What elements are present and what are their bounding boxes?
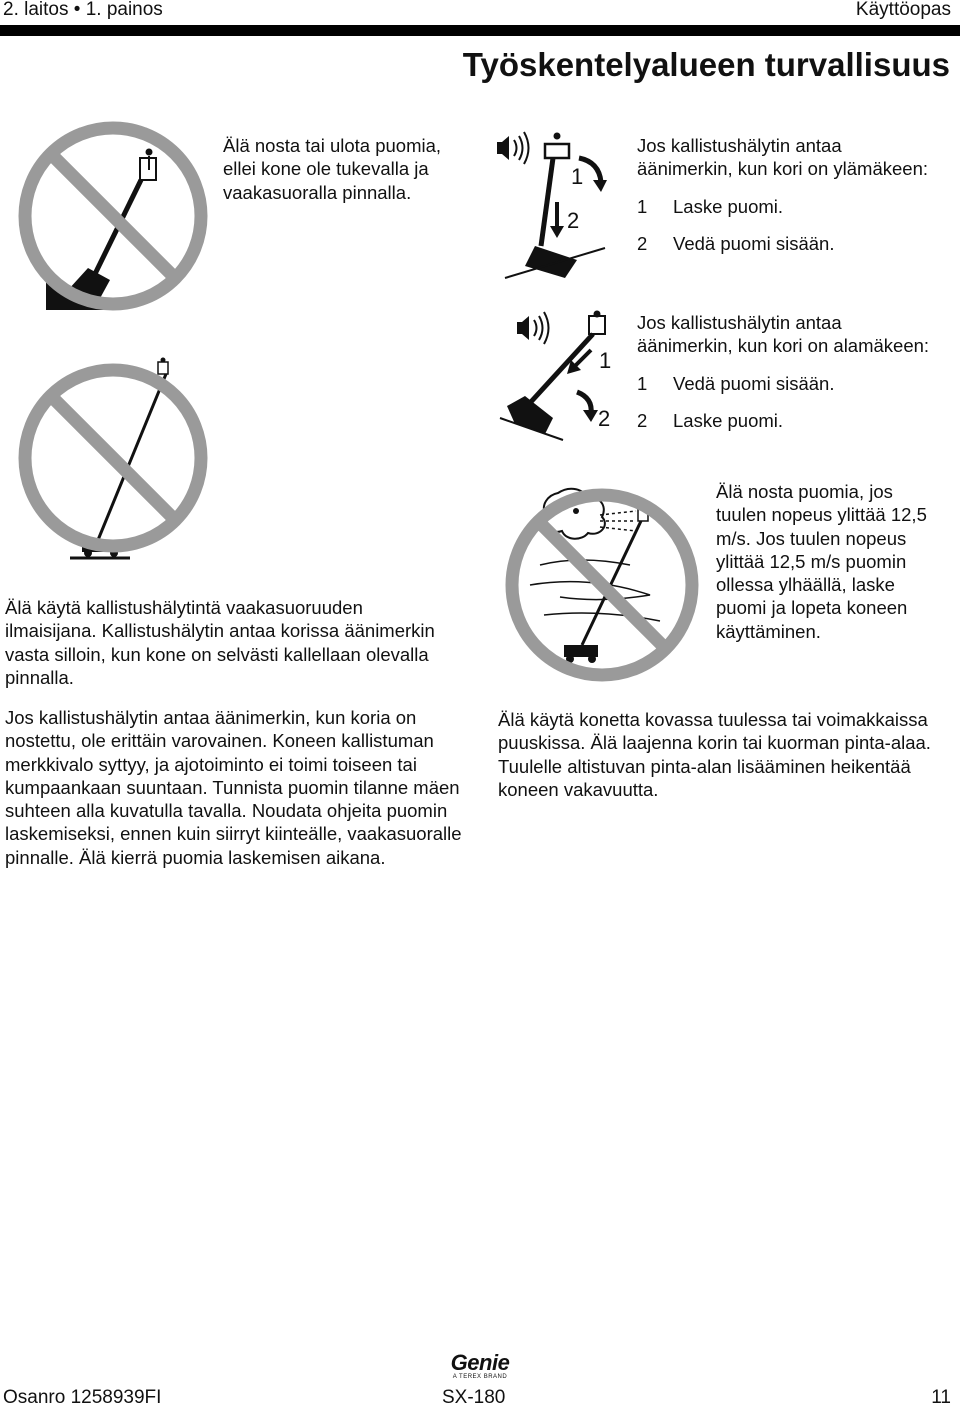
slope-prohibition-illustration — [18, 118, 218, 318]
downhill-step-1: 1 Vedä puomi sisään. — [637, 372, 835, 394]
uphill-label-2: 2 — [567, 208, 580, 233]
page-title: Työskentelyalueen turvallisuus — [462, 46, 950, 83]
wind-prohibition-illustration — [500, 485, 710, 685]
footer-model: SX-180 — [442, 1387, 506, 1408]
tilt-indicator-prohibition-illustration — [18, 360, 218, 560]
page-number: 11 — [931, 1387, 951, 1408]
wind-speed-warning: Älä nosta puomia, jos tuulen nopeus ylittää 12,5 m/s. Jos tuulen nopeus ylittää 12,5 m/s puomin ollessa ylhäällä, laske puomi ja lopeta koneen käyttäminen. — [716, 481, 927, 642]
downhill-alarm-diagram — [495, 308, 625, 448]
alarm-caution-text: Jos kallistushälytin antaa äänimerkin, kun koria on nostettu, ole erittäin varovainen. Koneen kallistuman merkkivalo syttyy, ja ajotoiminto ei toimi toiseen tai kumpaankaan suuntaan. Tunnista puomin tilanne mäen suhteen alla kuvatulla tavalla. Noudata ohjeita puomin laskemiseksi, ennen kuin siirryt kiinteälle, vaakasuoralle pinnalle. Älä kierrä puomia laskemisen aikana. — [5, 707, 462, 868]
downhill-intro: Jos kallistushälytin antaa äänimerkin, kun kori on alamäkeen: — [637, 312, 930, 357]
uphill-steps — [637, 195, 937, 255]
header-rule — [0, 25, 960, 36]
logo-wordmark: Genie — [450, 1350, 510, 1375]
downhill-steps — [637, 372, 937, 432]
footer-part-number: Osanro 1258939FI — [3, 1387, 162, 1408]
uphill-intro: Jos kallistushälytin antaa äänimerkin, kun kori on ylämäkeen: — [637, 135, 929, 180]
downhill-label-2: 2 — [598, 406, 611, 431]
logo-subtitle: A TEREX BRAND — [452, 1374, 508, 1380]
tilt-indicator-warning: Älä käytä kallistushälytintä vaakasuoruuden ilmaisijana. Kallistushälytin antaa korissa äänimerkin vasta silloin, kun kone on selvästi kallellaan olevalla pinnalla. — [5, 597, 435, 688]
uphill-alarm-diagram — [495, 128, 625, 288]
header-manual-name: Käyttöopas — [855, 0, 951, 20]
uphill-label-1: 1 — [571, 164, 584, 189]
level-surface-warning: Älä nosta tai ulota puomia, ellei kone ole tukevalla ja vaakasuoralla pinnalla. — [223, 135, 442, 203]
wind-gusts-warning: Älä käytä konetta kovassa tuulessa tai voimakkaissa puuskissa. Älä laajenna korin tai kuorman pinta-alaa. Tuulelle altistuvan pinta-alan lisääminen heikentää koneen vakavuutta. — [498, 709, 931, 800]
genie-logo — [440, 1352, 520, 1381]
uphill-step-1: 1 Laske puomi. — [637, 195, 784, 217]
downhill-step-2: 2 Laske puomi. — [637, 409, 784, 431]
uphill-step-2: 2 Vedä puomi sisään. — [637, 232, 835, 254]
header-edition: 2. laitos • 1. painos — [3, 0, 163, 20]
downhill-label-1: 1 — [599, 348, 612, 373]
